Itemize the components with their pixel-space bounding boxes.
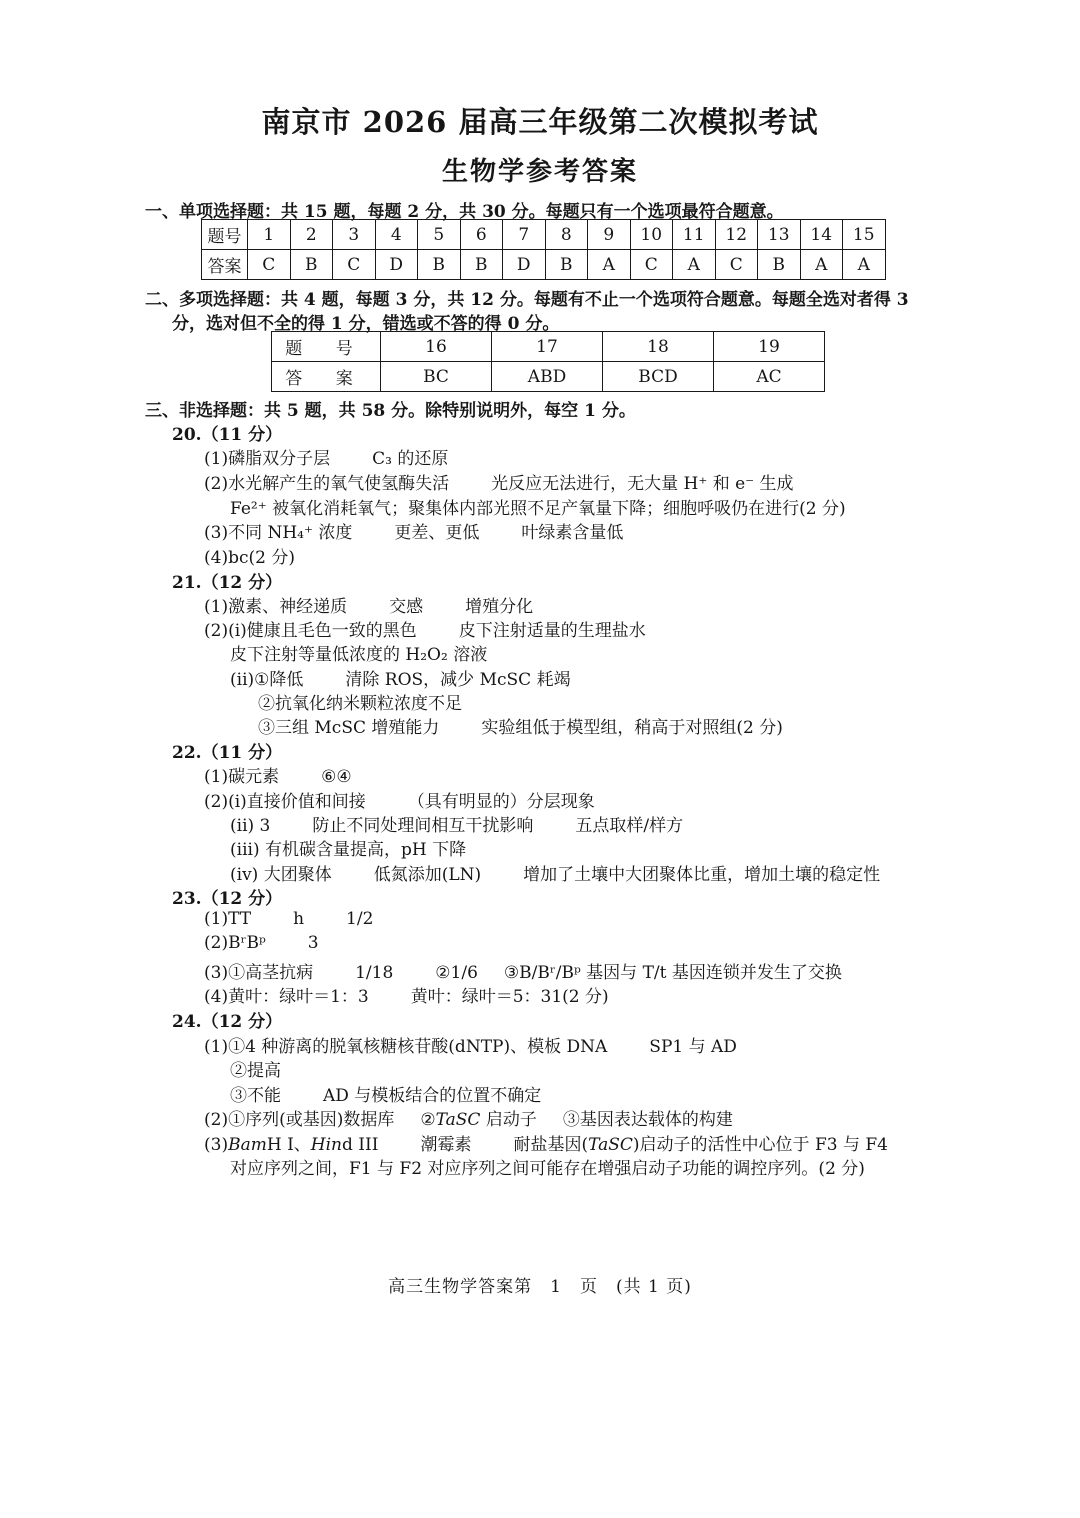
question-number: 3: [333, 220, 376, 250]
row-label-number: 题 号: [272, 332, 381, 362]
answer-text: (1)TT: [204, 909, 252, 929]
answer-text: 黄叶：绿叶＝5：31(2 分): [410, 987, 609, 1007]
answer-text: 1/18: [355, 963, 394, 983]
answer-text: ③B/Bʳ/Bᵖ 基因与 T/t 基因连锁并发生了交换: [503, 963, 842, 983]
answer-text: 更差、更低: [394, 523, 480, 543]
q24-line-6: 对应序列之间，F1 与 F2 对应序列之间可能存在增强启动子功能的调控序列。(2 分): [230, 1159, 865, 1179]
answer-text: (3)①高茎抗病: [204, 963, 314, 983]
question-21-header: 21.（12 分）: [172, 573, 283, 593]
answer-cell: A: [673, 250, 716, 280]
q21-line-3: 皮下注射等量低浓度的 H₂O₂ 溶液: [230, 645, 488, 665]
question-22-header: 22.（11 分）: [172, 743, 283, 763]
answer-cell: B: [290, 250, 333, 280]
q24-line-1: [204, 1032, 737, 1057]
answer-cell: B: [545, 250, 588, 280]
row-label-number: 题号: [202, 220, 248, 250]
answer-text: 增加了土壤中大团聚体比重，增加土壤的稳定性: [523, 865, 881, 885]
question-number: 15: [843, 220, 886, 250]
answer-cell: B: [758, 250, 801, 280]
answer-text: (2)①序列(或基因)数据库: [204, 1110, 395, 1130]
q20-line-5: (4)bc(2 分): [204, 548, 295, 568]
question-number: 17: [492, 332, 603, 362]
q24-line-5: [204, 1130, 888, 1155]
answer-text: 防止不同处理间相互干扰影响: [312, 816, 534, 836]
question-number: 14: [800, 220, 843, 250]
answer-cell: BC: [381, 362, 492, 392]
q21-line-4: [230, 665, 571, 690]
answer-text: SP1 与 AD: [649, 1037, 737, 1057]
section2-heading: 二、多项选择题：共 4 题，每题 3 分，共 12 分。每题有不止一个选项符合题意。每题全选对者得 3: [145, 290, 909, 310]
answer-cell: D: [375, 250, 418, 280]
answer-text: ②1/6: [435, 963, 478, 983]
q24-line-2: ②提高: [230, 1061, 281, 1081]
page-title: 南京市 2026 届高三年级第二次模拟考试: [261, 105, 819, 139]
answer-text: 实验组低于模型组，稍高于对照组(2 分): [481, 718, 783, 738]
q22-line-4: (iii) 有机碳含量提高，pH 下降: [230, 840, 467, 860]
answer-text: (2)(i)直接价值和间接: [204, 792, 366, 812]
table-row-answers: [272, 362, 825, 392]
question-24-header: 24.（12 分）: [172, 1012, 283, 1032]
section1-heading: 一、单项选择题：共 15 题，每题 2 分，共 30 分。每题只有一个选项最符合题意。: [145, 202, 784, 222]
answer-cell: C: [630, 250, 673, 280]
answer-cell: AC: [714, 362, 825, 392]
question-number: 8: [545, 220, 588, 250]
answer-cell: A: [843, 250, 886, 280]
answer-text: (2)(i)健康且毛色一致的黑色: [204, 621, 417, 641]
multiple-choice-answer-table: [271, 331, 825, 392]
answer-text: （具有明显的）分层现象: [407, 792, 595, 812]
answer-text: ⑥④: [321, 767, 352, 787]
section2-heading-cont: 分，选对但不全的得 1 分，错选或不答的得 0 分。: [172, 314, 560, 334]
question-number: 19: [714, 332, 825, 362]
answer-cell: B: [418, 250, 461, 280]
page-subtitle: 生物学参考答案: [441, 157, 638, 187]
page-footer: 高三生物学答案第 1 页 (共 1 页): [388, 1277, 692, 1297]
q21-line-2: [204, 616, 646, 641]
enzyme-name-italic: Bam: [228, 1135, 267, 1155]
question-number: 13: [758, 220, 801, 250]
table-row-numbers: [202, 220, 886, 250]
answer-cell: A: [588, 250, 631, 280]
answer-cell: C: [333, 250, 376, 280]
answer-text: (2)水光解产生的氧气使氢酶失活: [204, 474, 450, 494]
answer-text: )启动子的活性中心位于 F3 与 F4: [632, 1135, 888, 1155]
answer-text: 1/2: [346, 909, 374, 929]
answer-text: 耐盐基因(: [513, 1135, 589, 1155]
answer-cell: B: [460, 250, 503, 280]
answer-text: (1)激素、神经递质: [204, 597, 348, 617]
row-label-answer: 答 案: [272, 362, 381, 392]
answer-text: (3)不同 NH₄⁺ 浓度: [204, 523, 353, 543]
q24-line-3: [230, 1081, 541, 1106]
answer-text: H I、: [266, 1135, 311, 1155]
answer-text: 叶绿素含量低: [521, 523, 624, 543]
answer-text: h: [293, 909, 305, 929]
q21-line-6: [258, 713, 783, 738]
q23-line-1: [204, 909, 373, 929]
q20-line-4: [204, 518, 623, 543]
question-number: 4: [375, 220, 418, 250]
answer-text: 3: [307, 933, 319, 953]
table-row-numbers: [272, 332, 825, 362]
answer-text: C₃ 的还原: [372, 449, 449, 469]
question-number: 1: [248, 220, 291, 250]
answer-text: (1)①4 种游离的脱氧核糖核苷酸(dNTP)、模板 DNA: [204, 1037, 608, 1057]
answer-text: 低氮添加(LN): [373, 865, 482, 885]
q22-line-2: [204, 787, 595, 812]
q21-line-5: ②抗氧化纳米颗粒浓度不足: [258, 694, 462, 714]
q22-line-5: [230, 860, 880, 885]
question-number: 5: [418, 220, 461, 250]
answer-text: ③基因表达载体的构建: [562, 1110, 733, 1130]
answer-text: AD 与模板结合的位置不确定: [323, 1086, 542, 1106]
answer-text: 增殖分化: [465, 597, 534, 617]
q22-line-3: [230, 811, 683, 836]
answer-text: ③三组 McSC 增殖能力: [258, 718, 440, 738]
q24-line-4: [204, 1105, 733, 1130]
answer-text: 皮下注射适量的生理盐水: [458, 621, 646, 641]
q23-line-2: [204, 933, 319, 953]
answer-text: 光反应无法进行，无大量 H⁺ 和 e⁻ 生成: [491, 474, 794, 494]
answer-text: 启动子: [480, 1110, 537, 1130]
answer-text: (1)碳元素: [204, 767, 280, 787]
question-number: 12: [715, 220, 758, 250]
answer-text: 潮霉素: [420, 1135, 472, 1155]
answer-cell: A: [800, 250, 843, 280]
answer-cell: BCD: [603, 362, 714, 392]
question-number: 10: [630, 220, 673, 250]
q23-line-4: [204, 982, 609, 1007]
q22-line-1: [204, 762, 352, 787]
gene-name-italic: TaSC: [588, 1135, 633, 1155]
answer-text: (ii)①降低: [230, 670, 304, 690]
q20-line-2: [204, 469, 794, 494]
answer-text: (2)BʳBᵖ: [204, 933, 266, 953]
question-number: 18: [603, 332, 714, 362]
answer-text: (1)磷脂双分子层: [204, 449, 331, 469]
answer-text: 交感: [389, 597, 424, 617]
answer-text: 五点取样/样方: [575, 816, 684, 836]
gene-name-italic: TaSC: [435, 1110, 481, 1130]
question-number: 6: [460, 220, 503, 250]
row-label-answer: 答案: [202, 250, 248, 280]
enzyme-name-italic: Hin: [310, 1135, 343, 1155]
question-number: 11: [673, 220, 716, 250]
question-20-header: 20.（11 分）: [172, 425, 283, 445]
answer-text: ②: [420, 1110, 436, 1130]
answer-cell: C: [248, 250, 291, 280]
question-number: 9: [588, 220, 631, 250]
answer-text: d III: [342, 1135, 379, 1155]
answer-cell: D: [503, 250, 546, 280]
answer-text: (3): [204, 1135, 229, 1155]
single-choice-answer-table: [201, 219, 886, 280]
q21-line-1: [204, 592, 533, 617]
question-number: 7: [503, 220, 546, 250]
answer-cell: ABD: [492, 362, 603, 392]
q23-line-3: [204, 958, 842, 983]
question-23-header: 23.（12 分）: [172, 889, 283, 909]
answer-text: (iv) 大团聚体: [230, 865, 332, 885]
question-number: 2: [290, 220, 333, 250]
question-number: 16: [381, 332, 492, 362]
answer-text: 清除 ROS，减少 McSC 耗竭: [345, 670, 571, 690]
q20-line-1: [204, 444, 448, 469]
section3-heading: 三、非选择题：共 5 题，共 58 分。除特别说明外，每空 1 分。: [145, 401, 636, 421]
answer-text: ③不能: [230, 1086, 281, 1106]
answer-text: (ii) 3: [230, 816, 271, 836]
table-row-answers: [202, 250, 886, 280]
answer-text: (4)黄叶：绿叶＝1：3: [204, 987, 369, 1007]
answer-cell: C: [715, 250, 758, 280]
q20-line-3: Fe²⁺ 被氧化消耗氧气；聚集体内部光照不足产氧量下降；细胞呼吸仍在进行(2 分): [230, 499, 846, 519]
